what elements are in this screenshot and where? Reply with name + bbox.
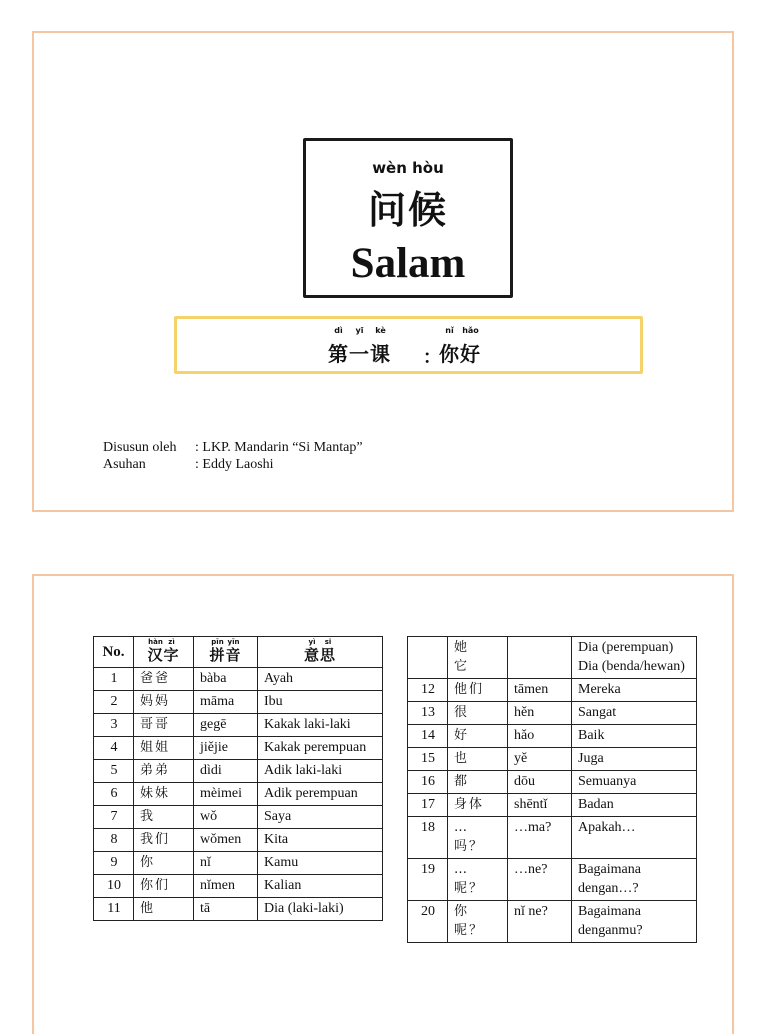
- cell-meaning: Kamu: [258, 852, 383, 875]
- cell-meaning: Kakak laki-laki: [258, 714, 383, 737]
- lesson-number-pinyin: [328, 326, 391, 338]
- table-row: [94, 898, 383, 921]
- cell-no: 11: [94, 898, 134, 921]
- credit-value: : Eddy Laoshi: [195, 457, 274, 472]
- credit-label: Asuhan: [103, 457, 146, 472]
- cell-meaning: Mereka: [572, 679, 697, 702]
- cell-no: 2: [94, 691, 134, 714]
- table-row: [408, 859, 697, 901]
- credit-value: : LKP. Mandarin “Si Mantap”: [195, 440, 363, 455]
- cell-pinyin: dìdi: [194, 760, 258, 783]
- cell-meaning: Ayah: [258, 668, 383, 691]
- lesson-topic: [439, 326, 481, 367]
- credit-label: Disusun oleh: [103, 440, 177, 455]
- cell-hanzi: 你: [134, 852, 194, 875]
- cell-hanzi: 妈妈: [134, 691, 194, 714]
- table-row: [94, 737, 383, 760]
- table-row: [94, 852, 383, 875]
- pinyin-syllable: dì: [334, 326, 343, 335]
- cell-hanzi: 你 呢？: [448, 901, 508, 943]
- cell-hanzi: 也: [448, 748, 508, 771]
- cell-pinyin: tā: [194, 898, 258, 921]
- cell-no: 14: [408, 725, 448, 748]
- cell-meaning: Bagaimana denganmu?: [572, 901, 697, 943]
- cell-meaning: Semuanya: [572, 771, 697, 794]
- cell-no: 8: [94, 829, 134, 852]
- credit-author: [103, 439, 363, 456]
- cell-no: 13: [408, 702, 448, 725]
- table-header-row: [94, 637, 383, 668]
- lesson-number-hanzi: 第一课: [328, 342, 391, 366]
- title-latin: Salam: [350, 240, 466, 287]
- credit-teacher: [103, 456, 363, 473]
- cell-hanzi: 你们: [134, 875, 194, 898]
- cell-pinyin: tāmen: [508, 679, 572, 702]
- cell-pinyin: yě: [508, 748, 572, 771]
- cell-no: 1: [94, 668, 134, 691]
- title-pinyin: wèn hòu: [372, 159, 444, 177]
- cell-pinyin: hǎo: [508, 725, 572, 748]
- cell-meaning: Apakah…: [572, 817, 697, 859]
- cell-no: [408, 637, 448, 679]
- cell-hanzi: 她 它: [448, 637, 508, 679]
- cell-no: 15: [408, 748, 448, 771]
- cell-pinyin: mèimei: [194, 783, 258, 806]
- cell-no: 19: [408, 859, 448, 901]
- header-no: No.: [94, 637, 134, 668]
- table-row: [94, 691, 383, 714]
- cell-hanzi: 身体: [448, 794, 508, 817]
- cell-no: 10: [94, 875, 134, 898]
- cell-pinyin: nǐ ne?: [508, 901, 572, 943]
- table-row: [408, 702, 697, 725]
- table-row: [94, 668, 383, 691]
- table-row: [408, 901, 697, 943]
- cell-no: 9: [94, 852, 134, 875]
- cell-meaning: Sangat: [572, 702, 697, 725]
- vocabulary-page: [32, 574, 734, 1034]
- cell-no: 18: [408, 817, 448, 859]
- cell-hanzi: 他: [134, 898, 194, 921]
- pinyin-syllable: hǎo: [462, 326, 479, 335]
- pinyin-syllable: nǐ: [445, 326, 454, 335]
- pinyin-syllable: yī: [355, 326, 364, 335]
- cell-no: 20: [408, 901, 448, 943]
- table-row: [408, 748, 697, 771]
- table-row: [94, 829, 383, 852]
- cell-pinyin: māma: [194, 691, 258, 714]
- title-box: [303, 138, 513, 298]
- table-row: [94, 783, 383, 806]
- cell-hanzi: 都: [448, 771, 508, 794]
- pinyin-syllable: kè: [375, 326, 386, 335]
- vocab-table-right: [407, 636, 697, 943]
- table-row: [94, 875, 383, 898]
- credits: [103, 439, 363, 473]
- cell-no: 3: [94, 714, 134, 737]
- table-row: [408, 679, 697, 702]
- cell-pinyin: wǒ: [194, 806, 258, 829]
- table-row: [408, 794, 697, 817]
- lesson-number: [328, 326, 391, 367]
- lesson-colon: ：: [423, 347, 441, 368]
- cell-pinyin: hěn: [508, 702, 572, 725]
- cell-hanzi: 好: [448, 725, 508, 748]
- cell-pinyin: [508, 637, 572, 679]
- cell-pinyin: dōu: [508, 771, 572, 794]
- cell-pinyin: …ne?: [508, 859, 572, 901]
- cell-pinyin: gegē: [194, 714, 258, 737]
- cell-meaning: Adik perempuan: [258, 783, 383, 806]
- cell-meaning: Dia (perempuan) Dia (benda/hewan): [572, 637, 697, 679]
- cell-no: 12: [408, 679, 448, 702]
- cell-pinyin: nǐ: [194, 852, 258, 875]
- cell-pinyin: bàba: [194, 668, 258, 691]
- table-row: [408, 725, 697, 748]
- lesson-topic-hanzi: 你好: [439, 342, 481, 366]
- title-hanzi: 问候: [367, 188, 448, 232]
- cell-meaning: Adik laki-laki: [258, 760, 383, 783]
- cell-no: 16: [408, 771, 448, 794]
- cell-meaning: Dia (laki-laki): [258, 898, 383, 921]
- cell-meaning: Saya: [258, 806, 383, 829]
- cell-meaning: Ibu: [258, 691, 383, 714]
- cell-hanzi: … 吗？: [448, 817, 508, 859]
- header-hanzi: hàn zì 汉字: [134, 637, 194, 668]
- cell-meaning: Kalian: [258, 875, 383, 898]
- cell-meaning: Badan: [572, 794, 697, 817]
- cell-hanzi: 很: [448, 702, 508, 725]
- cell-meaning: Kita: [258, 829, 383, 852]
- cover-page: [32, 31, 734, 512]
- cell-no: 5: [94, 760, 134, 783]
- cell-pinyin: …ma?: [508, 817, 572, 859]
- header-meaning: yì si 意思: [258, 637, 383, 668]
- cell-no: 6: [94, 783, 134, 806]
- cell-pinyin: shēntǐ: [508, 794, 572, 817]
- cell-hanzi: 他们: [448, 679, 508, 702]
- table-row: [94, 806, 383, 829]
- cell-hanzi: 妹妹: [134, 783, 194, 806]
- table-row: [94, 760, 383, 783]
- cell-hanzi: 弟弟: [134, 760, 194, 783]
- cell-meaning: Juga: [572, 748, 697, 771]
- cell-hanzi: 爸爸: [134, 668, 194, 691]
- header-pinyin: pīn yīn 拼音: [194, 637, 258, 668]
- table-row: [408, 817, 697, 859]
- cell-meaning: Baik: [572, 725, 697, 748]
- table-row: [408, 771, 697, 794]
- cell-meaning: Bagaimana dengan…?: [572, 859, 697, 901]
- cell-no: 17: [408, 794, 448, 817]
- vocab-table-left: [93, 636, 383, 921]
- cell-hanzi: 姐姐: [134, 737, 194, 760]
- cell-hanzi: 我: [134, 806, 194, 829]
- cell-pinyin: wǒmen: [194, 829, 258, 852]
- cell-no: 4: [94, 737, 134, 760]
- cell-hanzi: … 呢？: [448, 859, 508, 901]
- cell-hanzi: 哥哥: [134, 714, 194, 737]
- cell-meaning: Kakak perempuan: [258, 737, 383, 760]
- cell-pinyin: nǐmen: [194, 875, 258, 898]
- cell-no: 7: [94, 806, 134, 829]
- lesson-topic-pinyin: [439, 326, 481, 338]
- table-row: [408, 637, 697, 679]
- cell-pinyin: jiějie: [194, 737, 258, 760]
- lesson-box: [174, 316, 643, 374]
- table-row: [94, 714, 383, 737]
- cell-hanzi: 我们: [134, 829, 194, 852]
